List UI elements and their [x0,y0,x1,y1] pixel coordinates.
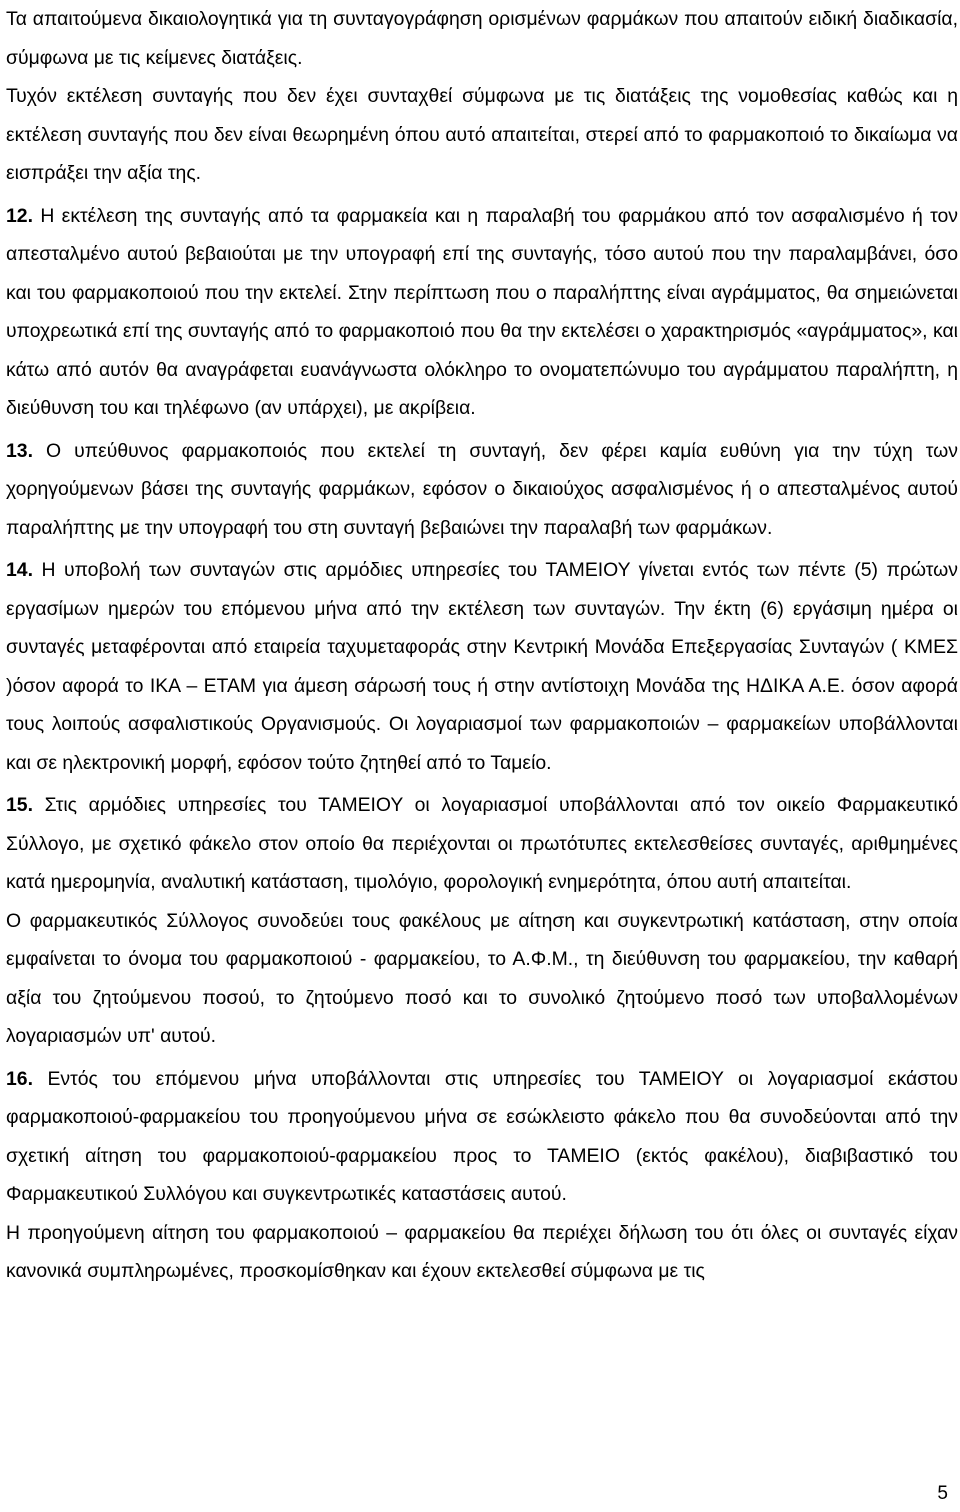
document-body [6,0,958,1291]
page-number: 5 [937,1483,948,1504]
paragraph-16 [6,1060,958,1214]
paragraph-number: 15. [6,794,33,816]
paragraph-text: Η υποβολή των συνταγών στις αρμόδιες υπηρεσίες του ΤΑΜΕΙΟΥ γίνεται εντός των πέντε (5) πρώτων εργασίμων ημερών του επόμενου μήνα από την εκτέλεση των συνταγών. Την έκτη (6) εργάσιμη ημέρα οι συνταγές μεταφέρονται από εταιρεία ταχυμεταφοράς στην Κεντρική Μονάδα Επεξεργασίας Συνταγών ( ΚΜΕΣ )όσον αφορά το ΙΚΑ – ΕΤΑΜ για άμεση σάρωσή τους ή στην αντίστοιχη Μονάδα της ΗΔΙΚΑ Α.Ε. όσον αφορά τους λοιπούς ασφαλιστικούς Οργανισμούς. Οι λογαριασμοί των φαρμακοποιών – φαρμακείων υποβάλλονται και σε ηλεκτρονική μορφή, εφόσον τούτο ζητηθεί από το Ταμείο. [6,559,958,774]
paragraph-number: 14. [6,559,33,581]
paragraph-intro-2 [6,77,958,193]
paragraph-13 [6,432,958,548]
paragraph-text: Ο υπεύθυνος φαρμακοποιός που εκτελεί τη συνταγή, δεν φέρει καμία ευθύνη για την τύχη των χορηγούμενων βάσει της συνταγής φαρμάκων, εφόσον ο δικαιούχος ασφαλισμένος ή ο απεσταλμένος αυτού παραλήπτης με την υπογραφή του στη συνταγή βεβαιώνει την παραλαβή των φαρμάκων. [6,439,958,539]
paragraph-intro-1 [6,0,958,77]
paragraph-text: Στις αρμόδιες υπηρεσίες του ΤΑΜΕΙΟΥ οι λογαριασμοί υποβάλλονται από τον οικείο Φαρμακευτικό Σύλλογο, με σχετικό φάκελο στον οποίο θα περιέχονται οι πρωτότυπες εκτελεσθείσες συνταγές, αριθμημένες κατά ημερομηνία, αναλυτική κατάσταση, τιμολόγιο, φορολογική ενημερότητα, όπου αυτή απαιτείται. [6,794,958,893]
paragraph-text: Ο φαρμακευτικός Σύλλογος συνοδεύει τους φακέλους με αίτηση και συγκεντρωτική κατάσταση, στην οποία εμφαίνεται το όνομα του φαρμακοποιού - φαρμακείου, το Α.Φ.Μ., τη διεύθυνση του φαρμακείου, την καθαρή αξία του ζητούμενου ποσού, το ζητούμενο ποσό και το συνολικό ζητούμενο ποσό των υποβαλλομένων λογαριασμών υπ' αυτού. [6,909,958,1047]
paragraph-15 [6,786,958,902]
paragraph-text: Η εκτέλεση της συνταγής από τα φαρμακεία και η παραλαβή του φαρμάκου από τον ασφαλισμένο ή τον απεσταλμένο αυτού βεβαιούται με την υπογραφή επί της συνταγής, τόσο αυτού που την παραλαμβάνει, όσο και του φαρμακοποιού που την εκτελεί. Στην περίπτωση που ο παραλήπτης είναι αγράμματος, θα σημειώνεται υποχρεωτικά επί της συνταγής από το φαρμακοποιό που θα την εκτελέσει ο χαρακτηρισμός «αγράμματος», και κάτω από αυτόν θα αναγράφεται ευανάγνωστα ολόκληρο το ονοματεπώνυμο του αγράμματου παραλήπτη, η διεύθυνση του και τηλέφωνο (αν υπάρχει), με ακρίβεια. [6,204,958,419]
paragraph-14 [6,551,958,782]
paragraph-15b [6,902,958,1056]
paragraph-12 [6,197,958,428]
paragraph-text: Η προηγούμενη αίτηση του φαρμακοποιού – φαρμακείου θα περιέχει δήλωση του ότι όλες οι συνταγές είχαν κανονικά συμπληρωμένες, προσκομίσθηκαν και έχουν εκτελεσθεί σύμφωνα με τις [6,1221,958,1282]
paragraph-text: Εντός του επόμενου μήνα υποβάλλονται στις υπηρεσίες του ΤΑΜΕΙΟΥ οι λογαριασμοί εκάστου φαρμακοποιού-φαρμακείου του προηγούμενου μήνα σε εσώκλειστο φάκελο που θα συνοδεύονται από την σχετική αίτηση του φαρμακοποιού-φαρμακείου προς το ΤΑΜΕΙΟ (εκτός φακέλου), διαβιβαστικό του Φαρμακευτικού Συλλόγου και συγκεντρωτικές καταστάσεις αυτού. [6,1067,958,1205]
paragraph-number: 13. [6,439,33,462]
paragraph-text: Τα απαιτούμενα δικαιολογητικά για τη συνταγογράφηση ορισμένων φαρμάκων που απαιτούν ειδική διαδικασία, σύμφωνα με τις κείμενες διατάξεις. [6,8,958,69]
paragraph-number: 16. [6,1067,33,1090]
paragraph-text: Τυχόν εκτέλεση συνταγής που δεν έχει συνταχθεί σύμφωνα με τις διατάξεις της νομοθεσίας καθώς και η εκτέλεση συνταγής που δεν είναι θεωρημένη όπου αυτό απαιτείται, στερεί από το φαρμακοποιό το δικαίωμα να εισπράξει την αξία της. [6,85,958,184]
paragraph-16b [6,1214,958,1291]
paragraph-number: 12. [6,204,33,227]
